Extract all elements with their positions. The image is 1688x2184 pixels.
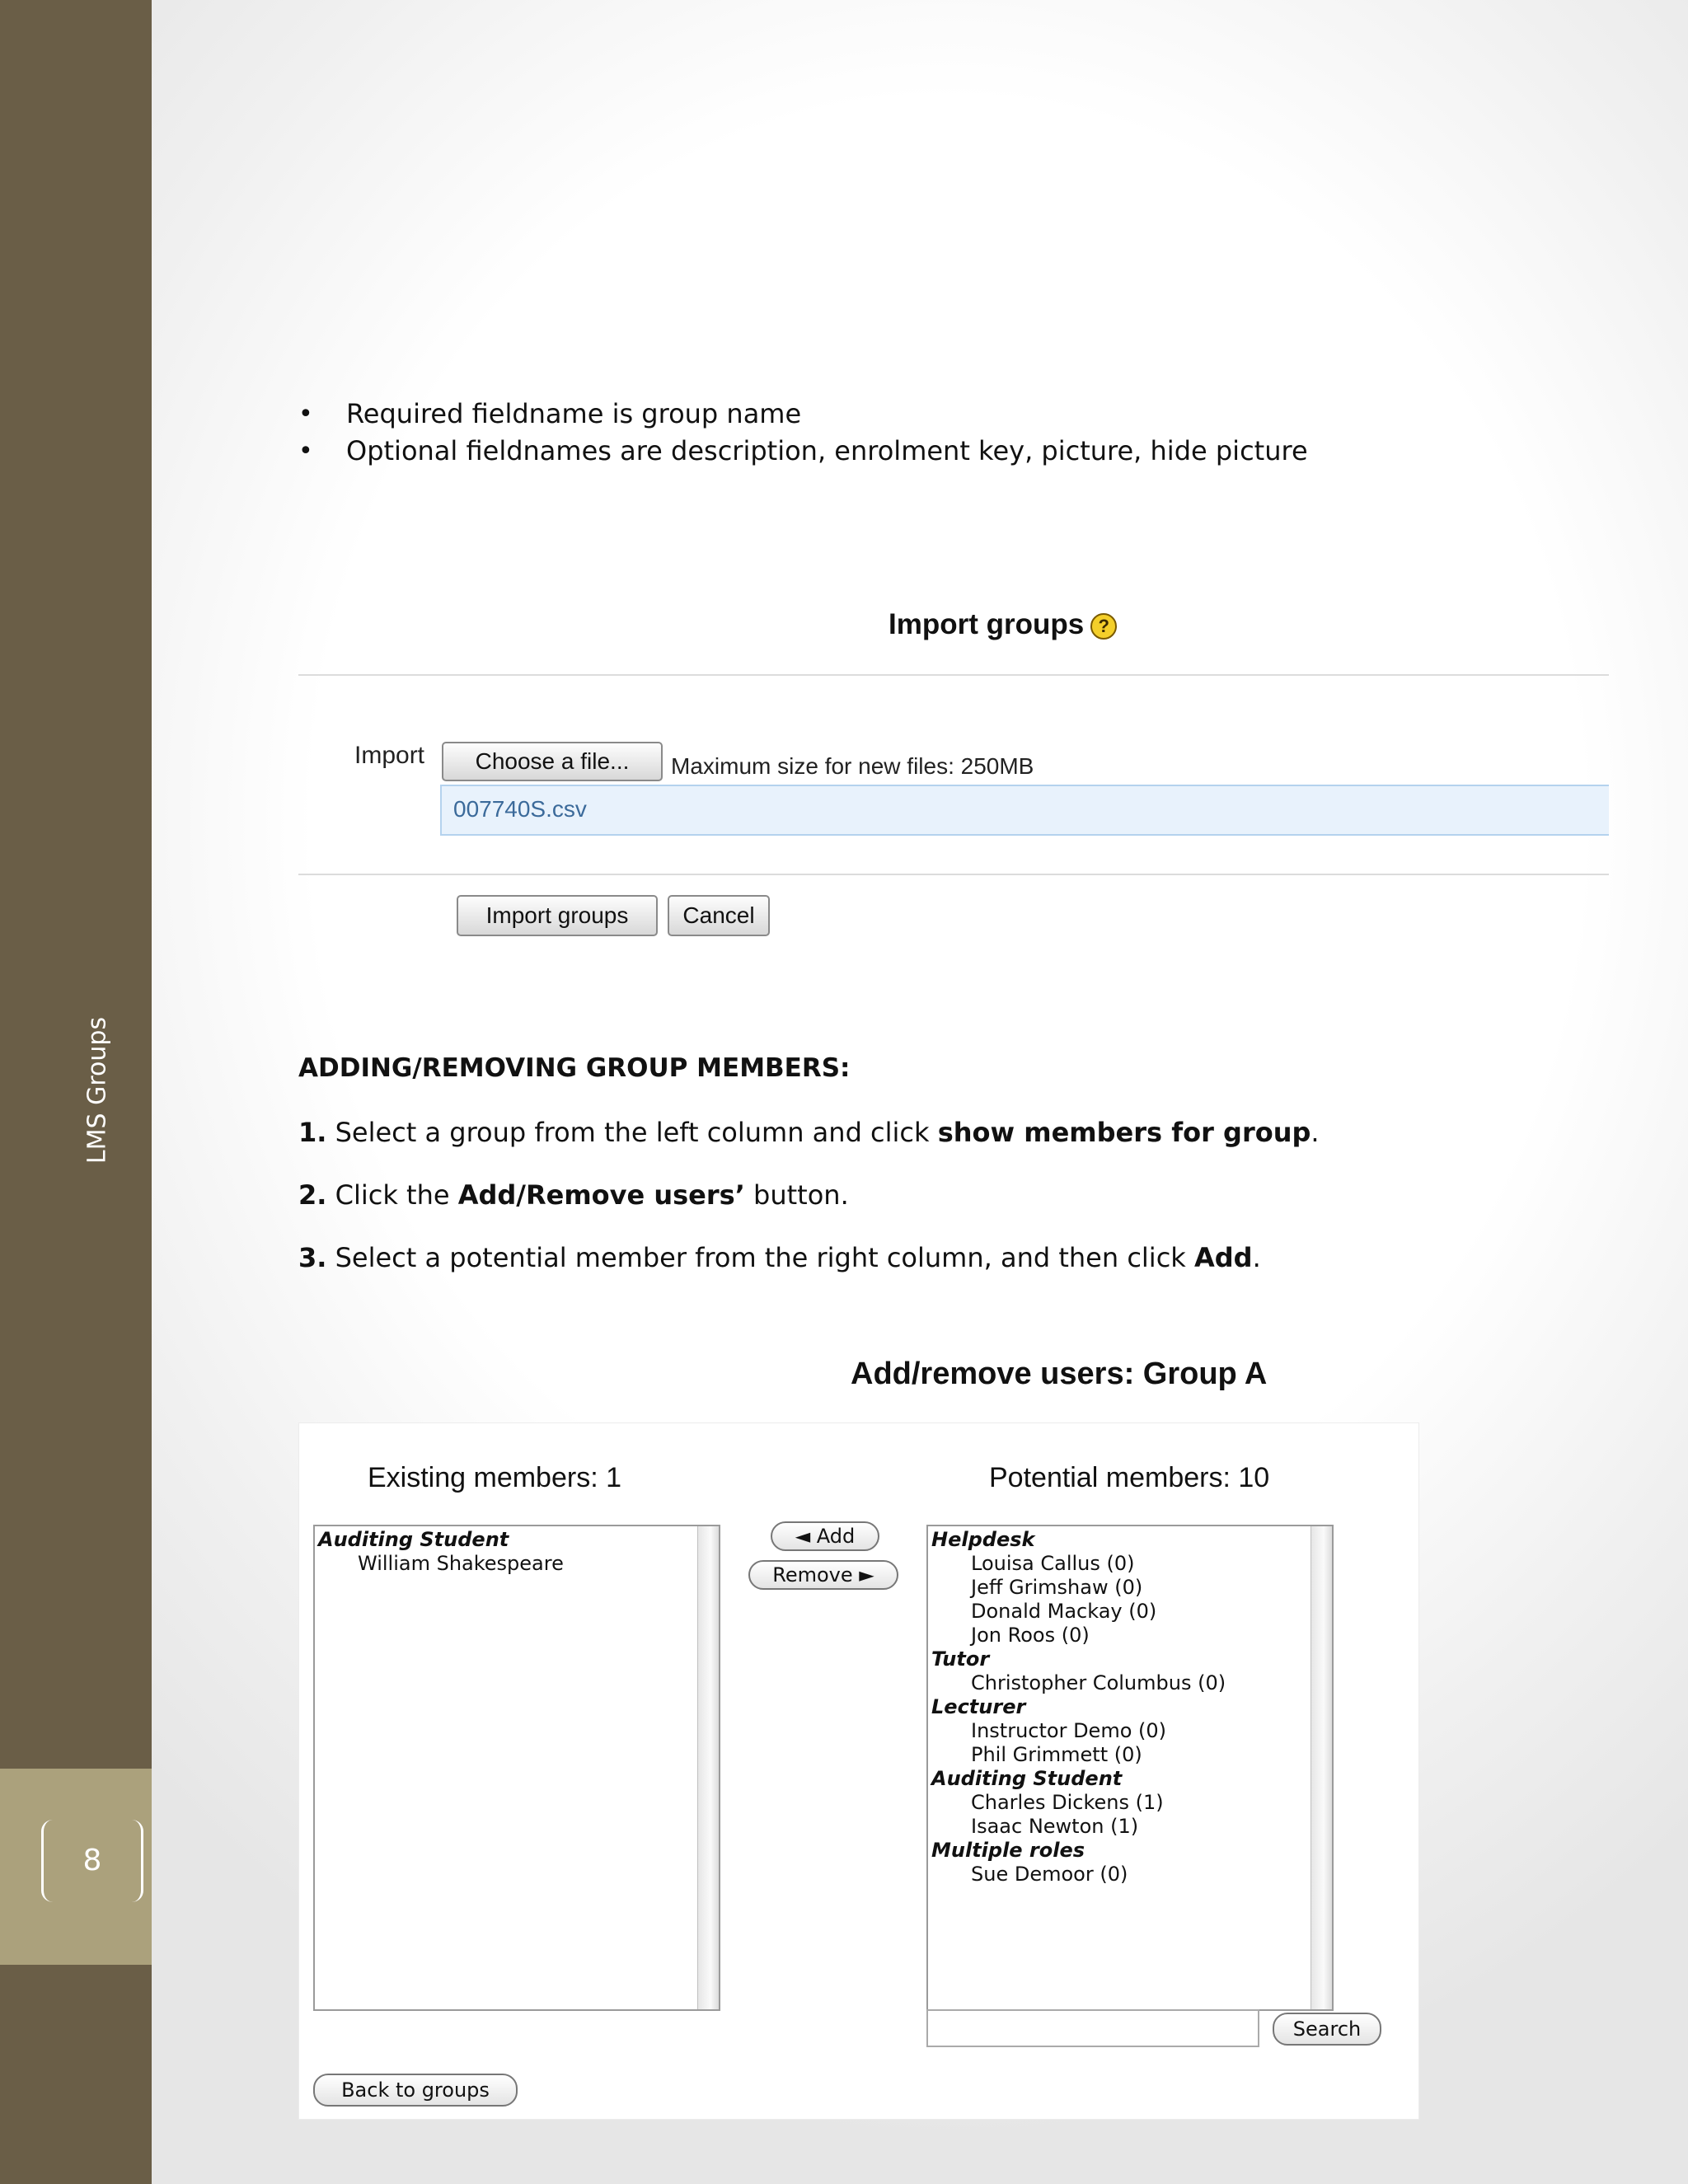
add-remove-title: Add/remove users: Group A [851, 1357, 1268, 1391]
member-option[interactable]: Louisa Callus (0) [971, 1552, 1135, 1575]
scrollbar[interactable] [1311, 1526, 1332, 2009]
page-number: 8 [82, 1844, 102, 1877]
potential-members-title: Potential members: 10 [989, 1462, 1270, 1493]
max-size-text: Maximum size for new files: 250MB [671, 753, 1034, 779]
step-text: button. [744, 1179, 849, 1211]
option-group-label: Multiple roles [931, 1839, 1085, 1862]
search-input[interactable] [926, 2009, 1259, 2047]
step-2 [298, 1179, 849, 1211]
step-text: Click the [326, 1179, 458, 1211]
back-to-groups-button[interactable]: Back to groups [313, 2074, 518, 2107]
step-3 [298, 1242, 1261, 1273]
existing-members-list[interactable] [313, 1525, 720, 2011]
import-label: Import [354, 742, 425, 769]
help-icon[interactable]: ? [1090, 613, 1117, 640]
divider [298, 874, 1609, 875]
step-emphasis: Add/Remove users’ [457, 1179, 745, 1211]
step-text: . [1252, 1242, 1261, 1273]
step-text: Select a potential member from the right column, and then click [326, 1242, 1194, 1273]
sidebar-title: LMS Groups [82, 1016, 112, 1165]
import-groups-title [889, 608, 1117, 641]
step-emphasis: Add [1193, 1242, 1253, 1273]
import-groups-title-text: Import groups [889, 608, 1085, 640]
scrollbar[interactable] [697, 1526, 719, 2009]
step-text: . [1311, 1117, 1320, 1148]
divider [298, 674, 1609, 676]
search-button[interactable]: Search [1273, 2013, 1381, 2046]
remove-button[interactable]: Remove ► [748, 1560, 898, 1590]
member-option[interactable]: Sue Demoor (0) [971, 1863, 1128, 1886]
section-heading: ADDING/REMOVING GROUP MEMBERS: [298, 1053, 851, 1083]
member-option[interactable]: Isaac Newton (1) [971, 1815, 1139, 1838]
step-text: Select a group from the left column and click [326, 1117, 938, 1148]
add-button[interactable]: ◄ Add [771, 1521, 879, 1551]
option-group-label: Auditing Student [931, 1767, 1123, 1790]
option-group-label: Lecturer [931, 1695, 1026, 1718]
member-option[interactable]: William Shakespeare [358, 1552, 564, 1575]
cancel-button[interactable]: Cancel [668, 895, 770, 936]
choose-file-button[interactable]: Choose a file... [442, 742, 663, 781]
option-group-label: Helpdesk [931, 1528, 1035, 1551]
member-option[interactable]: Jeff Grimshaw (0) [971, 1576, 1143, 1599]
existing-members-title: Existing members: 1 [368, 1462, 621, 1493]
step-1 [298, 1117, 1320, 1148]
member-option[interactable]: Instructor Demo (0) [971, 1719, 1166, 1742]
file-name[interactable]: 007740S.csv [453, 796, 587, 822]
step-emphasis: show members for group [937, 1117, 1311, 1148]
step-number: 2. [298, 1179, 327, 1211]
member-option[interactable]: Jon Roos (0) [971, 1624, 1090, 1647]
member-option[interactable]: Christopher Columbus (0) [971, 1671, 1226, 1694]
member-option[interactable]: Donald Mackay (0) [971, 1600, 1157, 1623]
potential-members-list[interactable] [926, 1525, 1334, 2011]
import-groups-button[interactable]: Import groups [457, 895, 658, 936]
member-option[interactable]: Phil Grimmett (0) [971, 1743, 1142, 1766]
file-list[interactable] [440, 785, 1609, 836]
step-number: 3. [298, 1242, 327, 1273]
option-group-label: Tutor [931, 1647, 990, 1671]
list-item: • Optional fieldnames are description, enrolment key, picture, hide picture [346, 433, 1308, 470]
fieldname-list [346, 396, 1308, 470]
step-number: 1. [298, 1117, 327, 1148]
option-group-label: Auditing Student [318, 1528, 509, 1551]
list-item: • Required fieldname is group name [346, 396, 1308, 433]
member-option[interactable]: Charles Dickens (1) [971, 1791, 1164, 1814]
